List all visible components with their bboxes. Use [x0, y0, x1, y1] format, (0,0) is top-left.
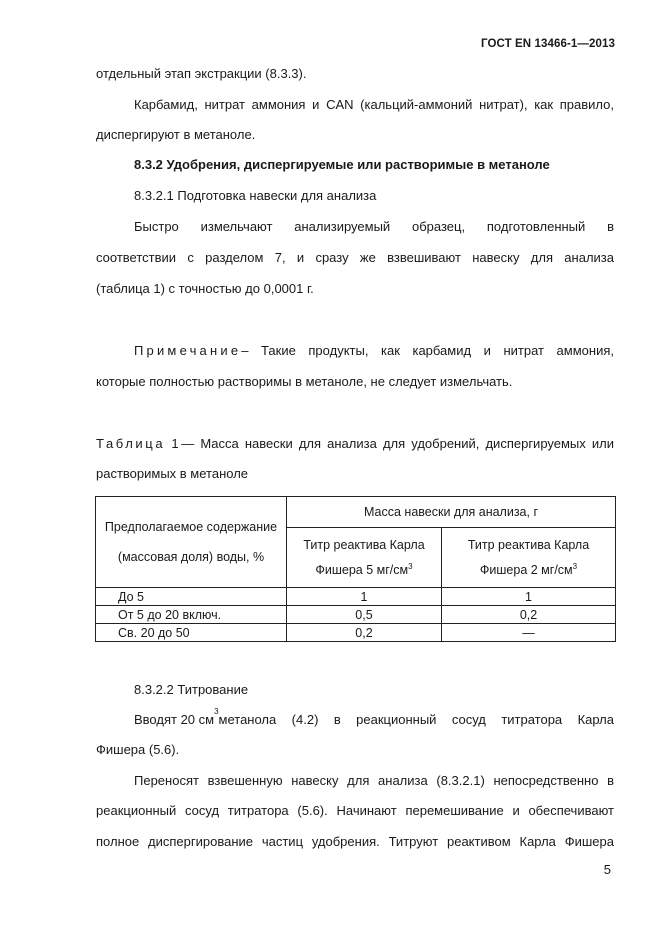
text-line: соответствии с разделом 7, и сразу же взвешивают навеску для анализа: [96, 250, 614, 265]
table-caption: [96, 436, 614, 452]
note-label: Примечание: [134, 343, 242, 358]
text-line: Быстро измельчают анализируемый образец, подготовленный в: [134, 219, 614, 234]
text-line: Вводят 20 см 3 метанола (4.2) в реакционный сосуд титратора Карла: [134, 707, 614, 727]
table-row: Св. 20 до 50 0,2 —: [96, 624, 616, 642]
text-line: (таблица 1) с точностью до 0,0001 г.: [96, 281, 314, 296]
text-line: реакционный сосуд титратора (5.6). Начинают перемешивание и обеспечивают: [96, 803, 614, 818]
table-row: От 5 до 20 включ. 0,5 0,2: [96, 606, 616, 624]
table-row: До 5 1 1: [96, 588, 616, 606]
col-header-titer-2: Титр реактива Карла Фишера 2 $мг/см^3$: [442, 528, 616, 588]
section-heading: 8.3.2 Удобрения, диспергируемые или растворимые в метаноле: [134, 157, 550, 172]
table-label: Таблица 1: [96, 436, 182, 451]
table-caption-cont: растворимых в метаноле: [96, 466, 249, 481]
text-line: которые полностью растворимы в метаноле, не следует измельчать.: [96, 374, 513, 389]
note-line: [134, 343, 614, 359]
sample-mass-table: [95, 496, 616, 642]
text-line: Карбамид, нитрат аммония и CAN (кальций-аммоний нитрат), как правило,: [134, 97, 614, 112]
table-caption-text: — Масса навески для анализа для удобрений, диспергируемых или: [181, 436, 614, 451]
page-number: 5: [603, 862, 611, 877]
text-line: Переносят взвешенную навеску для анализа (8.3.2.1) непосредственно в: [134, 773, 614, 788]
text-line: Фишера (5.6).: [96, 742, 180, 757]
subsection-heading: 8.3.2.1 Подготовка навески для анализа: [134, 188, 377, 203]
standard-header: ГОСТ EN 13466-1—2013: [480, 38, 615, 50]
note-text: – Такие продукты, как карбамид и нитрат аммония,: [241, 343, 614, 358]
text-line: диспергируют в метаноле.: [96, 127, 256, 142]
group-header-sample-mass: Масса навески для анализа, г: [287, 497, 616, 528]
col-header-water-content: Предполагаемое содержание (массовая доля) воды, %: [96, 497, 287, 588]
subsection-heading: 8.3.2.2 Титрование: [134, 682, 249, 697]
text-line: полное диспергирование частиц удобрения. Титруют реактивом Карла Фишера: [96, 834, 614, 849]
text-line: отдельный этап экстракции (8.3.3).: [96, 66, 307, 81]
col-header-titer-5: Титр реактива Карла Фишера 5 $мг/см^3$: [287, 528, 442, 588]
